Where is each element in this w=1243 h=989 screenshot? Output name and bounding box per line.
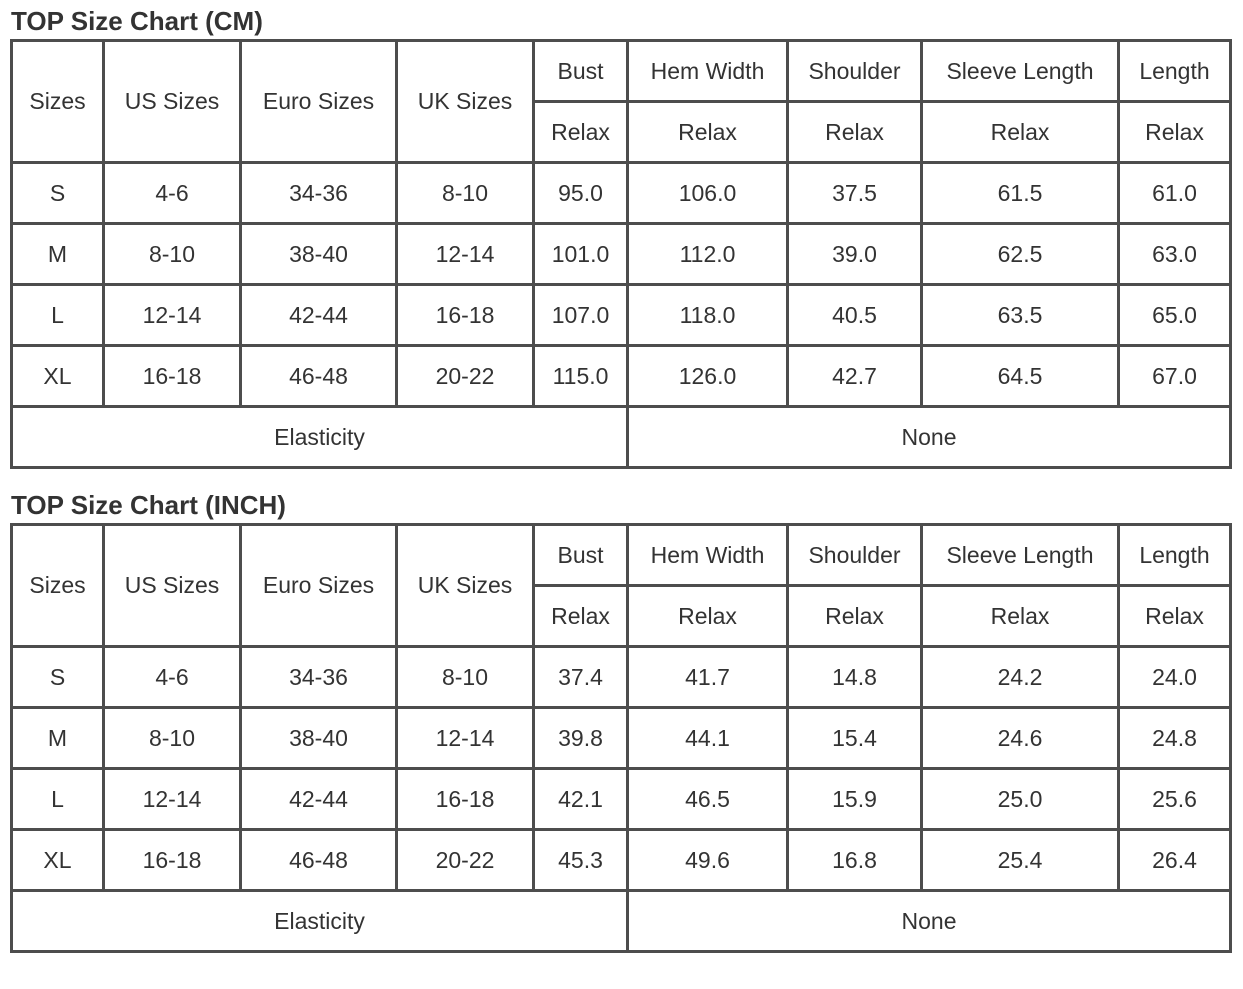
elasticity-value: None	[628, 407, 1231, 468]
cell-sleeve-length: 61.5	[922, 163, 1119, 224]
cell-bust: 39.8	[534, 708, 628, 769]
header-length: Length	[1119, 41, 1231, 102]
cell-length: 26.4	[1119, 830, 1231, 891]
cell-bust: 45.3	[534, 830, 628, 891]
cell-shoulder: 42.7	[788, 346, 922, 407]
cell-shoulder: 16.8	[788, 830, 922, 891]
header-shoulder: Shoulder	[788, 525, 922, 586]
cell-uk-size: 16-18	[397, 769, 534, 830]
cell-euro-size: 34-36	[241, 647, 397, 708]
cell-hem-width: 44.1	[628, 708, 788, 769]
cell-uk-size: 20-22	[397, 830, 534, 891]
cell-sleeve-length: 24.2	[922, 647, 1119, 708]
cell-uk-size: 8-10	[397, 163, 534, 224]
header-sleeve-length: Sleeve Length	[922, 525, 1119, 586]
cell-uk-size: 12-14	[397, 708, 534, 769]
size-table-inch	[10, 523, 1232, 953]
cell-hem-width: 46.5	[628, 769, 788, 830]
cell-sleeve-length: 25.4	[922, 830, 1119, 891]
table-row	[12, 163, 1231, 224]
cell-shoulder: 15.9	[788, 769, 922, 830]
fit-hem-width: Relax	[628, 586, 788, 647]
cell-sleeve-length: 62.5	[922, 224, 1119, 285]
cell-us-size: 16-18	[104, 346, 241, 407]
header-row	[12, 525, 1231, 586]
fit-sleeve-length: Relax	[922, 102, 1119, 163]
fit-shoulder: Relax	[788, 102, 922, 163]
cell-us-size: 4-6	[104, 163, 241, 224]
cell-size: M	[12, 224, 104, 285]
cell-length: 67.0	[1119, 346, 1231, 407]
cell-length: 25.6	[1119, 769, 1231, 830]
cell-bust: 37.4	[534, 647, 628, 708]
fit-bust: Relax	[534, 586, 628, 647]
fit-hem-width: Relax	[628, 102, 788, 163]
cell-euro-size: 42-44	[241, 769, 397, 830]
header-uk-sizes: UK Sizes	[397, 41, 534, 163]
cell-us-size: 12-14	[104, 769, 241, 830]
fit-sleeve-length: Relax	[922, 586, 1119, 647]
cell-sleeve-length: 63.5	[922, 285, 1119, 346]
header-us-sizes: US Sizes	[104, 525, 241, 647]
cell-size: XL	[12, 346, 104, 407]
table-row	[12, 830, 1231, 891]
header-sizes: Sizes	[12, 41, 104, 163]
size-chart-inch	[10, 487, 1231, 953]
cell-hem-width: 126.0	[628, 346, 788, 407]
fit-bust: Relax	[534, 102, 628, 163]
header-sleeve-length: Sleeve Length	[922, 41, 1119, 102]
cell-us-size: 12-14	[104, 285, 241, 346]
cell-us-size: 8-10	[104, 224, 241, 285]
cell-shoulder: 39.0	[788, 224, 922, 285]
cell-shoulder: 15.4	[788, 708, 922, 769]
header-us-sizes: US Sizes	[104, 41, 241, 163]
cell-bust: 95.0	[534, 163, 628, 224]
cell-shoulder: 37.5	[788, 163, 922, 224]
table-row	[12, 647, 1231, 708]
cell-shoulder: 14.8	[788, 647, 922, 708]
table-row	[12, 224, 1231, 285]
cell-uk-size: 20-22	[397, 346, 534, 407]
cell-euro-size: 46-48	[241, 346, 397, 407]
cell-euro-size: 38-40	[241, 224, 397, 285]
cell-bust: 101.0	[534, 224, 628, 285]
chart-title-inch: TOP Size Chart (INCH)	[11, 490, 286, 520]
header-length: Length	[1119, 525, 1231, 586]
header-hem-width: Hem Width	[628, 41, 788, 102]
cell-euro-size: 42-44	[241, 285, 397, 346]
cell-euro-size: 34-36	[241, 163, 397, 224]
cell-hem-width: 112.0	[628, 224, 788, 285]
size-chart-cm	[10, 3, 1231, 469]
cell-length: 63.0	[1119, 224, 1231, 285]
cell-hem-width: 118.0	[628, 285, 788, 346]
table-row	[12, 708, 1231, 769]
elasticity-value: None	[628, 891, 1231, 952]
header-bust: Bust	[534, 41, 628, 102]
cell-size: XL	[12, 830, 104, 891]
size-table-cm	[10, 39, 1232, 469]
header-shoulder: Shoulder	[788, 41, 922, 102]
cell-size: S	[12, 163, 104, 224]
header-bust: Bust	[534, 525, 628, 586]
cell-size: S	[12, 647, 104, 708]
cell-length: 24.0	[1119, 647, 1231, 708]
cell-size: L	[12, 285, 104, 346]
fit-length: Relax	[1119, 102, 1231, 163]
cell-shoulder: 40.5	[788, 285, 922, 346]
elasticity-row	[12, 407, 1231, 468]
elasticity-label: Elasticity	[12, 407, 628, 468]
fit-length: Relax	[1119, 586, 1231, 647]
cell-sleeve-length: 64.5	[922, 346, 1119, 407]
header-row	[12, 41, 1231, 102]
cell-us-size: 16-18	[104, 830, 241, 891]
header-uk-sizes: UK Sizes	[397, 525, 534, 647]
header-hem-width: Hem Width	[628, 525, 788, 586]
cell-uk-size: 16-18	[397, 285, 534, 346]
cell-sleeve-length: 24.6	[922, 708, 1119, 769]
cell-bust: 107.0	[534, 285, 628, 346]
cell-hem-width: 106.0	[628, 163, 788, 224]
cell-length: 24.8	[1119, 708, 1231, 769]
header-sizes: Sizes	[12, 525, 104, 647]
cell-uk-size: 12-14	[397, 224, 534, 285]
cell-us-size: 8-10	[104, 708, 241, 769]
elasticity-row	[12, 891, 1231, 952]
cell-euro-size: 46-48	[241, 830, 397, 891]
cell-uk-size: 8-10	[397, 647, 534, 708]
chart-title-cm: TOP Size Chart (CM)	[11, 6, 263, 36]
cell-bust: 115.0	[534, 346, 628, 407]
cell-euro-size: 38-40	[241, 708, 397, 769]
cell-hem-width: 41.7	[628, 647, 788, 708]
cell-us-size: 4-6	[104, 647, 241, 708]
table-row	[12, 769, 1231, 830]
cell-size: L	[12, 769, 104, 830]
cell-hem-width: 49.6	[628, 830, 788, 891]
cell-sleeve-length: 25.0	[922, 769, 1119, 830]
header-euro-sizes: Euro Sizes	[241, 41, 397, 163]
cell-size: M	[12, 708, 104, 769]
cell-bust: 42.1	[534, 769, 628, 830]
table-row	[12, 346, 1231, 407]
table-row	[12, 285, 1231, 346]
header-euro-sizes: Euro Sizes	[241, 525, 397, 647]
cell-length: 65.0	[1119, 285, 1231, 346]
cell-length: 61.0	[1119, 163, 1231, 224]
fit-shoulder: Relax	[788, 586, 922, 647]
elasticity-label: Elasticity	[12, 891, 628, 952]
